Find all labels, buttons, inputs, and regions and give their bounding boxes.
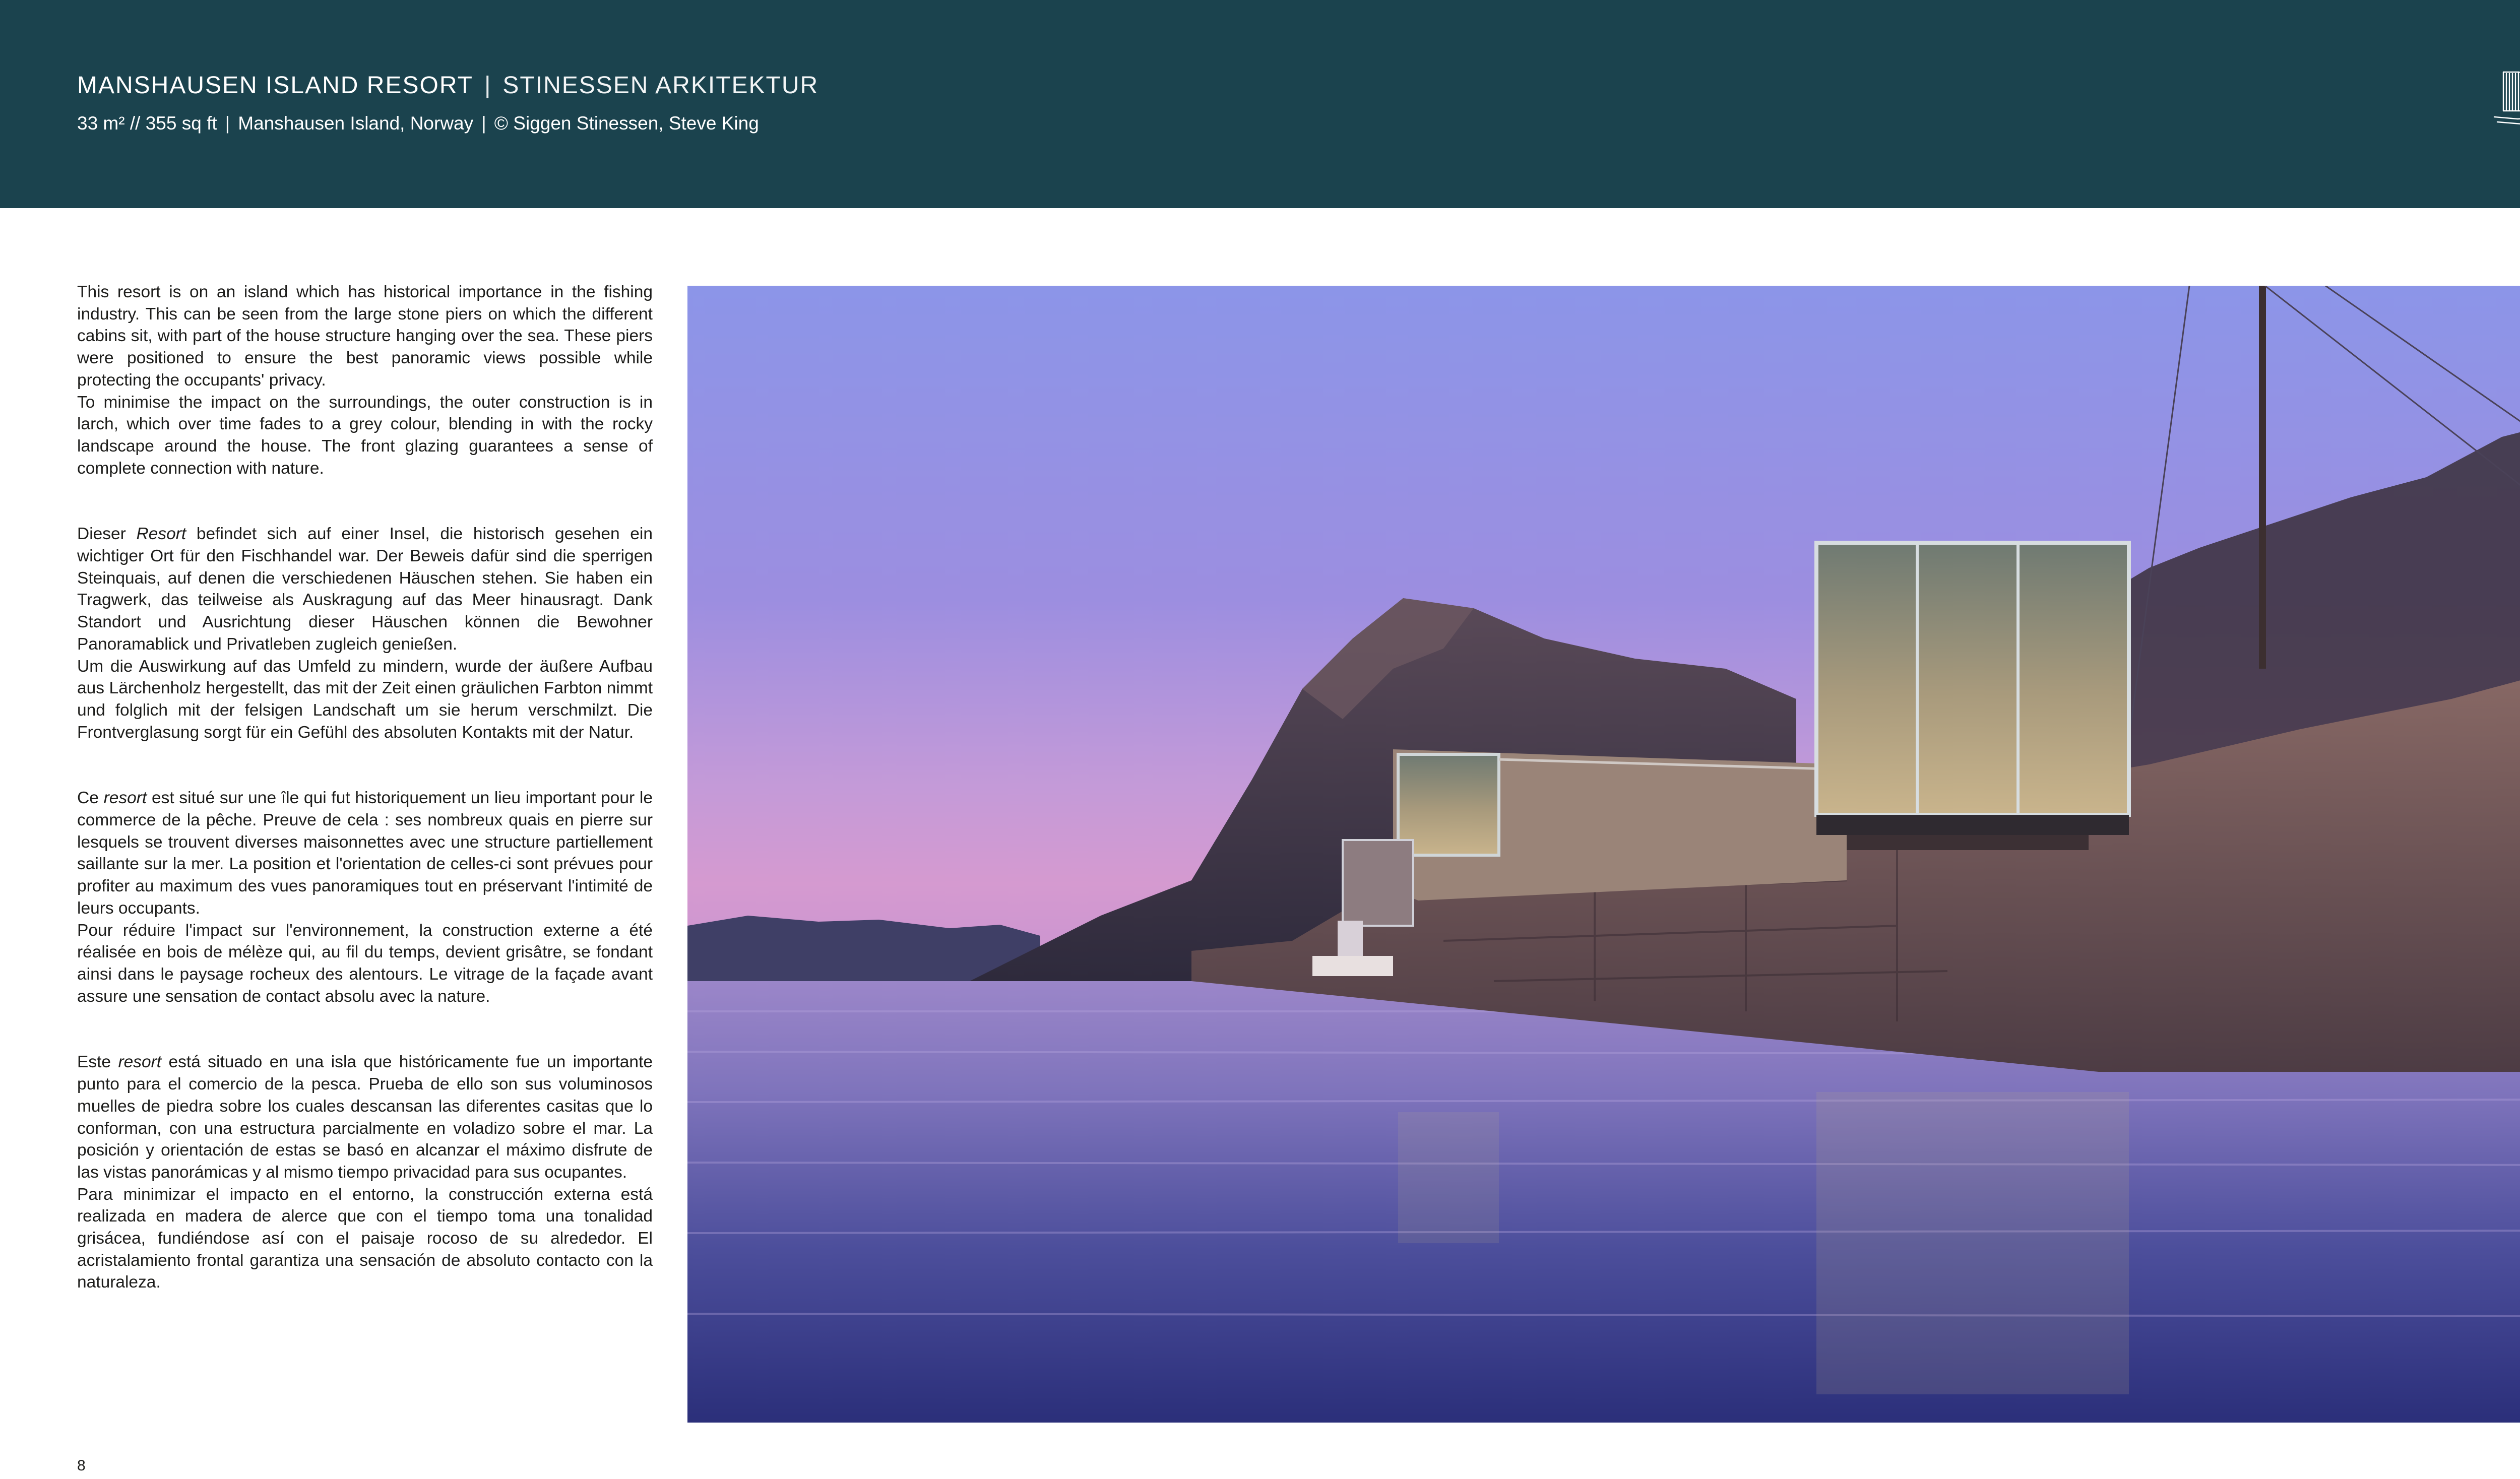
cabin-line-drawing-icon (2492, 70, 2520, 132)
photo-illustration (687, 286, 2520, 1423)
article-text (77, 281, 653, 1337)
text-paragraph: Ce resort est situé sur une île qui fut historiquement un lieu important pour le commerce de la pêche. Preuve de cela : ses nombreux quais en pierre sur lesquels se trouvent diverses maisonnettes avec une structure partiellement saillante sur la mer. La position et l'orientation de celles-ci sont prévues pour profiter au maximum des vues panoramiques tout en préservant l'intimité de leurs occupants. (77, 789, 653, 918)
text-german (77, 523, 653, 743)
project-area: 33 m² // 355 sq ft (77, 113, 217, 134)
page-header (0, 0, 2520, 208)
project-location: Manshausen Island, Norway (238, 113, 474, 134)
meta-separator: | (481, 113, 486, 134)
page-number-left: 8 (77, 1457, 86, 1474)
italic-term: resort (118, 1053, 162, 1072)
text-paragraph: Um die Auswirkung auf das Umfeld zu mindern, wurde der äußere Aufbau aus Lärchenholz hergestellt, das mit der Zeit einen gräulichen Farbton nimmt und folglich mit der felsigen Landschaft um sie herum verschmilzt. Die Frontverglasung sorgt für ein Gefühl des absoluten Kontakts mit der Natur. (77, 657, 653, 742)
italic-term: Resort (136, 525, 186, 544)
photo-credits: © Siggen Stinessen, Steve King (494, 113, 759, 134)
text-paragraph: To minimise the impact on the surroundings, the outer construction is in larch, which over time fades to a grey colour, blending in with the rocky landscape around the house. The front glazing guarantees a sense of complete connection with nature. (77, 393, 653, 478)
title-separator: | (484, 72, 492, 99)
text-paragraph: Dieser Resort befindet sich auf einer Insel, die historisch gesehen ein wichtiger Ort für den Fischhandel war. Der Beweis dafür sind die sperrigen Steinquais, auf denen die verschiedenen Häuschen stehen. Sie haben ein Tragwerk, das teilweise als Auskragung auf das Meer hinausragt. Dank Standort und Ausrichtung dieser Häuschen können die Bewohner Panoramablick und Privatleben zugleich genießen. (77, 525, 653, 654)
text-french (77, 787, 653, 1007)
italic-term: resort (103, 789, 147, 808)
text-spanish (77, 1051, 653, 1294)
text-paragraph: Pour réduire l'impact sur l'environnement, la construction externe a été réalisée en bois de mélèze qui, au fil du temps, devient grisâtre, se fondant ainsi dans le paysage rocheux des alentours. Le vitrage de la façade avant assure une sensation de contact absolu avec la nature. (77, 921, 653, 1006)
meta-separator: | (225, 113, 230, 134)
project-title: MANSHAUSEN ISLAND RESORT (77, 72, 473, 99)
text-paragraph: Este resort está situado en una isla que históricamente fue un importante punto para el comercio de la pesca. Prueba de ello son sus voluminosos muelles de piedra sobre los cuales descansan las diferentes casitas que lo conforman, con una estructura parcialmente en voladizo sobre el mar. La posición y orientación de estas se basó en alcanzar el máximo disfrute de las vistas panorámicas y al mismo tiempo privacidad para sus ocupantes. (77, 1053, 653, 1182)
text-english (77, 281, 653, 479)
resort-photo (687, 286, 2520, 1423)
text-paragraph: This resort is on an island which has historical importance in the fishing industry. This can be seen from the large stone piers on which the different cabins sit, with part of the house structure hanging over the sea. These piers were positioned to ensure the best panoramic views possible while protecting the occupants' privacy. (77, 283, 653, 390)
text-paragraph: Para minimizar el impacto en el entorno, la construcción externa está realizada en madera de alerce que con el tiempo toma una tonalidad grisácea, fundiéndose así con el paisaje rocoso de su alrededor. El acristalamiento frontal garantiza una sensación de absoluto contacto con la naturaleza. (77, 1185, 653, 1292)
title-line (77, 71, 818, 101)
project-meta (77, 112, 759, 135)
architect-name: STINESSEN ARKITEKTUR (502, 72, 819, 99)
